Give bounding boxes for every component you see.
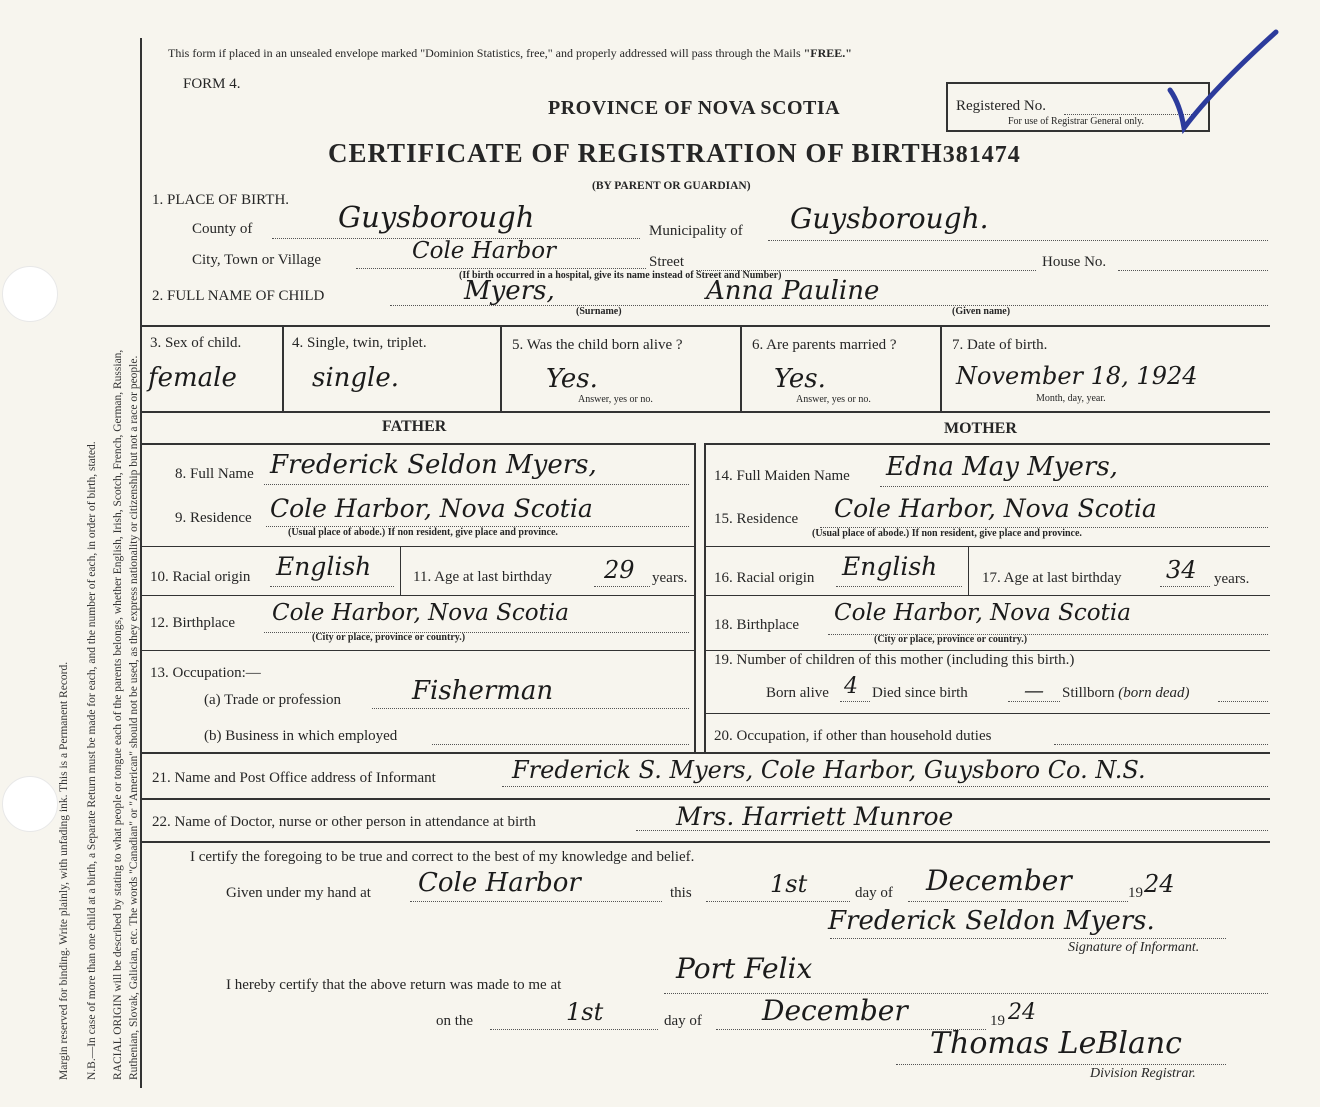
county-value: Guysborough: [338, 200, 535, 234]
signature-line: [830, 938, 1226, 939]
municipality-value: Guysborough.: [790, 202, 989, 235]
column-divider-left: [694, 443, 696, 753]
given-place-value: Cole Harbor: [418, 868, 581, 898]
mother-years-label: years.: [1214, 571, 1250, 587]
mother-row-line-3: [705, 650, 1270, 651]
father-age-label: 11. Age at last birthday: [413, 569, 552, 585]
father-years-label: years.: [652, 570, 688, 586]
margin-note-2: N.B.—In case of more than one child at a birth, a Separate Return must be made for each, and the number of each, in order of birth, stated.: [86, 441, 98, 1080]
given-day-value: 1st: [770, 870, 808, 898]
municipality-label: Municipality of: [649, 223, 743, 239]
father-residence-label: 9. Residence: [175, 510, 252, 526]
dob-label: 7. Date of birth.: [952, 337, 1048, 353]
grid-divider-3: [740, 325, 742, 411]
certificate-title-text: CERTIFICATE OF REGISTRATION OF BIRTH: [328, 138, 943, 168]
margin-note-4: Ruthenian, Slovak, Galician, etc. The words "Canadian" or "American" should not be used, as they express nationality or citizenship but not a race or people.: [128, 355, 140, 1080]
married-value: Yes.: [774, 364, 826, 394]
municipality-line: [768, 240, 1268, 241]
given-day-line: [706, 901, 850, 902]
mother-age-value: 34: [1166, 556, 1197, 584]
sex-label: 3. Sex of child.: [150, 335, 242, 351]
registrar-day-of-label: day of: [664, 1013, 702, 1029]
informant-top-line: [140, 752, 1270, 754]
given-day-of-label: day of: [855, 885, 893, 901]
informant-value: Frederick S. Myers, Cole Harbor, Guysboro Co. N.S.: [512, 756, 1146, 784]
business-line: [432, 744, 689, 745]
sex-value: female: [148, 363, 237, 393]
registrar-month-value: December: [762, 994, 908, 1027]
mother-row-line-4: [705, 713, 1270, 714]
county-label: County of: [192, 221, 253, 237]
trade-line: [372, 708, 689, 709]
father-age-value: 29: [604, 556, 635, 584]
given-year-value: 24: [1144, 870, 1175, 898]
plurality-label: 4. Single, twin, triplet.: [292, 335, 427, 351]
father-age-line: [594, 586, 650, 587]
dob-note: Month, day, year.: [1036, 393, 1106, 404]
married-label: 6. Are parents married ?: [752, 337, 897, 353]
mother-race-label: 16. Racial origin: [714, 570, 815, 586]
father-name-value: Frederick Seldon Myers,: [270, 450, 597, 480]
father-residence-value: Cole Harbor, Nova Scotia: [270, 494, 593, 523]
child-given-name: Anna Pauline: [706, 276, 880, 306]
given-place-line: [410, 901, 662, 902]
grid-bottom-line: [140, 411, 1270, 413]
father-race-label: 10. Racial origin: [150, 569, 251, 585]
father-birthplace-value: Cole Harbor, Nova Scotia: [272, 600, 569, 626]
father-race-line: [270, 586, 394, 587]
informant-label: 21. Name and Post Office address of Informant: [152, 770, 436, 786]
married-note: Answer, yes or no.: [796, 394, 871, 405]
given-month-value: December: [926, 864, 1072, 897]
mother-age-line: [1160, 586, 1210, 587]
top-notice: [168, 46, 852, 61]
mother-race-value: English: [842, 552, 938, 581]
binding-hole-top: [2, 266, 58, 322]
father-row-line-3: [140, 650, 695, 651]
registrar-year-prefix: 19: [990, 1013, 1005, 1029]
father-birthplace-note: (City or place, province or country.): [312, 632, 466, 643]
street-label: Street: [649, 254, 684, 270]
city-value: Cole Harbor: [412, 238, 557, 264]
mother-race-line: [836, 586, 962, 587]
mother-residence-label: 15. Residence: [714, 511, 799, 527]
father-birthplace-label: 12. Birthplace: [150, 615, 235, 631]
binding-hole-bottom: [2, 776, 58, 832]
father-row-line-1: [140, 546, 695, 547]
father-residence-note: (Usual place of abode.) If non resident, give place and province.: [288, 527, 558, 538]
born-alive-note: Answer, yes or no.: [578, 394, 653, 405]
born-alive-count-line: [840, 701, 870, 702]
certify-statement: I certify the foregoing to be true and correct to the best of my knowledge and belief.: [190, 849, 695, 865]
registrar-statement: I hereby certify that the above return was made to me at: [226, 977, 562, 993]
registrar-signature-line: [896, 1064, 1226, 1065]
given-this-label: this: [670, 885, 692, 901]
mother-age-label: 17. Age at last birthday: [982, 570, 1122, 586]
mother-occupation-line: [1054, 744, 1268, 745]
died-since-birth-label: Died since birth: [872, 685, 968, 701]
mother-residence-value: Cole Harbor, Nova Scotia: [834, 494, 1157, 523]
father-heading-line: [140, 443, 695, 445]
given-year-prefix: 19: [1128, 885, 1143, 901]
house-line: [1118, 270, 1268, 271]
certificate-number: 381474: [942, 142, 1021, 168]
father-race-divider: [400, 547, 401, 595]
stillborn-label-text: Stillborn: [1062, 685, 1115, 701]
top-notice-free: "FREE.": [803, 46, 852, 60]
dob-value: November 18, 1924: [956, 362, 1198, 390]
city-label: City, Town or Village: [192, 252, 322, 268]
born-alive-value: Yes.: [546, 364, 598, 394]
grid-divider-2: [500, 325, 502, 411]
stillborn-note: (born dead): [1118, 685, 1190, 701]
attendant-label: 22. Name of Doctor, nurse or other person in attendance at birth: [152, 814, 536, 830]
registrar-signature-label: Division Registrar.: [1090, 1066, 1196, 1081]
registrar-day-line: [490, 1029, 658, 1030]
mother-birthplace-note: (City or place, province or country.): [874, 634, 1028, 645]
mother-birthplace-label: 18. Birthplace: [714, 617, 799, 633]
mother-name-line: [880, 486, 1268, 487]
father-name-label: 8. Full Name: [175, 466, 254, 482]
grid-divider-1: [282, 325, 284, 411]
father-row-line-2: [140, 595, 695, 596]
mother-children-label: 19. Number of children of this mother (including this birth.): [714, 652, 1075, 668]
mother-name-value: Edna May Myers,: [886, 452, 1118, 482]
given-month-line: [908, 901, 1128, 902]
informant-signature: Frederick Seldon Myers.: [828, 906, 1155, 936]
attendant-bottom-line: [140, 841, 1270, 843]
province-heading: PROVINCE OF NOVA SCOTIA: [548, 97, 841, 119]
mother-heading-line: [705, 443, 1270, 445]
informant-bottom-line: [140, 798, 1270, 800]
child-surname: Myers,: [464, 276, 555, 306]
certificate-subtitle: (BY PARENT OR GUARDIAN): [592, 180, 751, 192]
registered-label: Registered No.: [956, 98, 1046, 114]
attendant-value: Mrs. Harriett Munroe: [676, 802, 954, 831]
mother-occupation-label: 20. Occupation, if other than household duties: [714, 728, 992, 744]
born-alive-count-value: 4: [844, 674, 858, 699]
surname-note: (Surname): [576, 306, 622, 317]
informant-line: [502, 786, 1268, 787]
trade-value: Fisherman: [412, 676, 554, 706]
father-heading: FATHER: [382, 418, 447, 435]
died-since-birth-value: —: [1024, 678, 1044, 702]
born-alive-label: 5. Was the child born alive ?: [512, 337, 683, 353]
father-race-value: English: [276, 552, 372, 581]
stillborn-line: [1218, 701, 1268, 702]
registrar-day-value: 1st: [566, 998, 604, 1026]
certificate-title: [328, 138, 1021, 169]
place-of-birth-heading: 1. PLACE OF BIRTH.: [152, 192, 290, 208]
signature-label: Signature of Informant.: [1068, 940, 1200, 955]
margin-note-3: RACIAL ORIGIN will be described by stating to what people or tongue each of the parents belongs, whether English, Irish, Scotch, French, German, Russian,: [112, 349, 124, 1080]
registrar-on-label: on the: [436, 1013, 474, 1029]
mother-race-divider: [968, 547, 969, 595]
born-alive-count-label: Born alive: [766, 685, 829, 701]
trade-label: (a) Trade or profession: [204, 692, 342, 708]
father-name-line: [264, 484, 689, 485]
stillborn-label: [1062, 685, 1190, 702]
given-under-label: Given under my hand at: [226, 885, 371, 901]
margin-note-1: Margin reserved for binding. Write plainly, with unfading ink. This is a Permanent Record.: [58, 661, 70, 1080]
registrar-place-line: [664, 993, 1268, 994]
house-label: House No.: [1042, 254, 1107, 270]
registrar-signature: Thomas LeBlanc: [930, 1026, 1182, 1061]
given-note: (Given name): [952, 306, 1011, 317]
column-divider-right: [704, 443, 706, 753]
plurality-value: single.: [312, 363, 400, 393]
mother-birthplace-value: Cole Harbor, Nova Scotia: [834, 600, 1131, 626]
mother-heading: MOTHER: [944, 420, 1017, 437]
mother-row-line-2: [705, 595, 1270, 596]
grid-top-line: [140, 325, 1270, 327]
city-line: [356, 268, 646, 269]
registrar-place-value: Port Felix: [676, 952, 813, 985]
form-number: FORM 4.: [183, 76, 241, 92]
father-occupation-label: 13. Occupation:—: [150, 665, 261, 681]
registrar-use-note: For use of Registrar General only.: [1008, 116, 1144, 127]
business-label: (b) Business in which employed: [204, 728, 398, 744]
registrar-year-value: 24: [1008, 1000, 1036, 1025]
frame-left-border: [140, 38, 142, 1088]
grid-divider-4: [940, 325, 942, 411]
top-notice-text: This form if placed in an unsealed envelope marked "Dominion Statistics, free," and properly addressed will pass through the Mails: [168, 46, 801, 60]
child-name-label: 2. FULL NAME OF CHILD: [152, 288, 325, 304]
mother-residence-note: (Usual place of abode.) If non resident, give place and province.: [812, 528, 1082, 539]
mother-row-line-1: [705, 546, 1270, 547]
mother-name-label: 14. Full Maiden Name: [714, 468, 850, 484]
hospital-note: (If birth occurred in a hospital, give its name instead of Street and Number): [459, 270, 782, 281]
check-mark-icon: [1164, 28, 1284, 138]
